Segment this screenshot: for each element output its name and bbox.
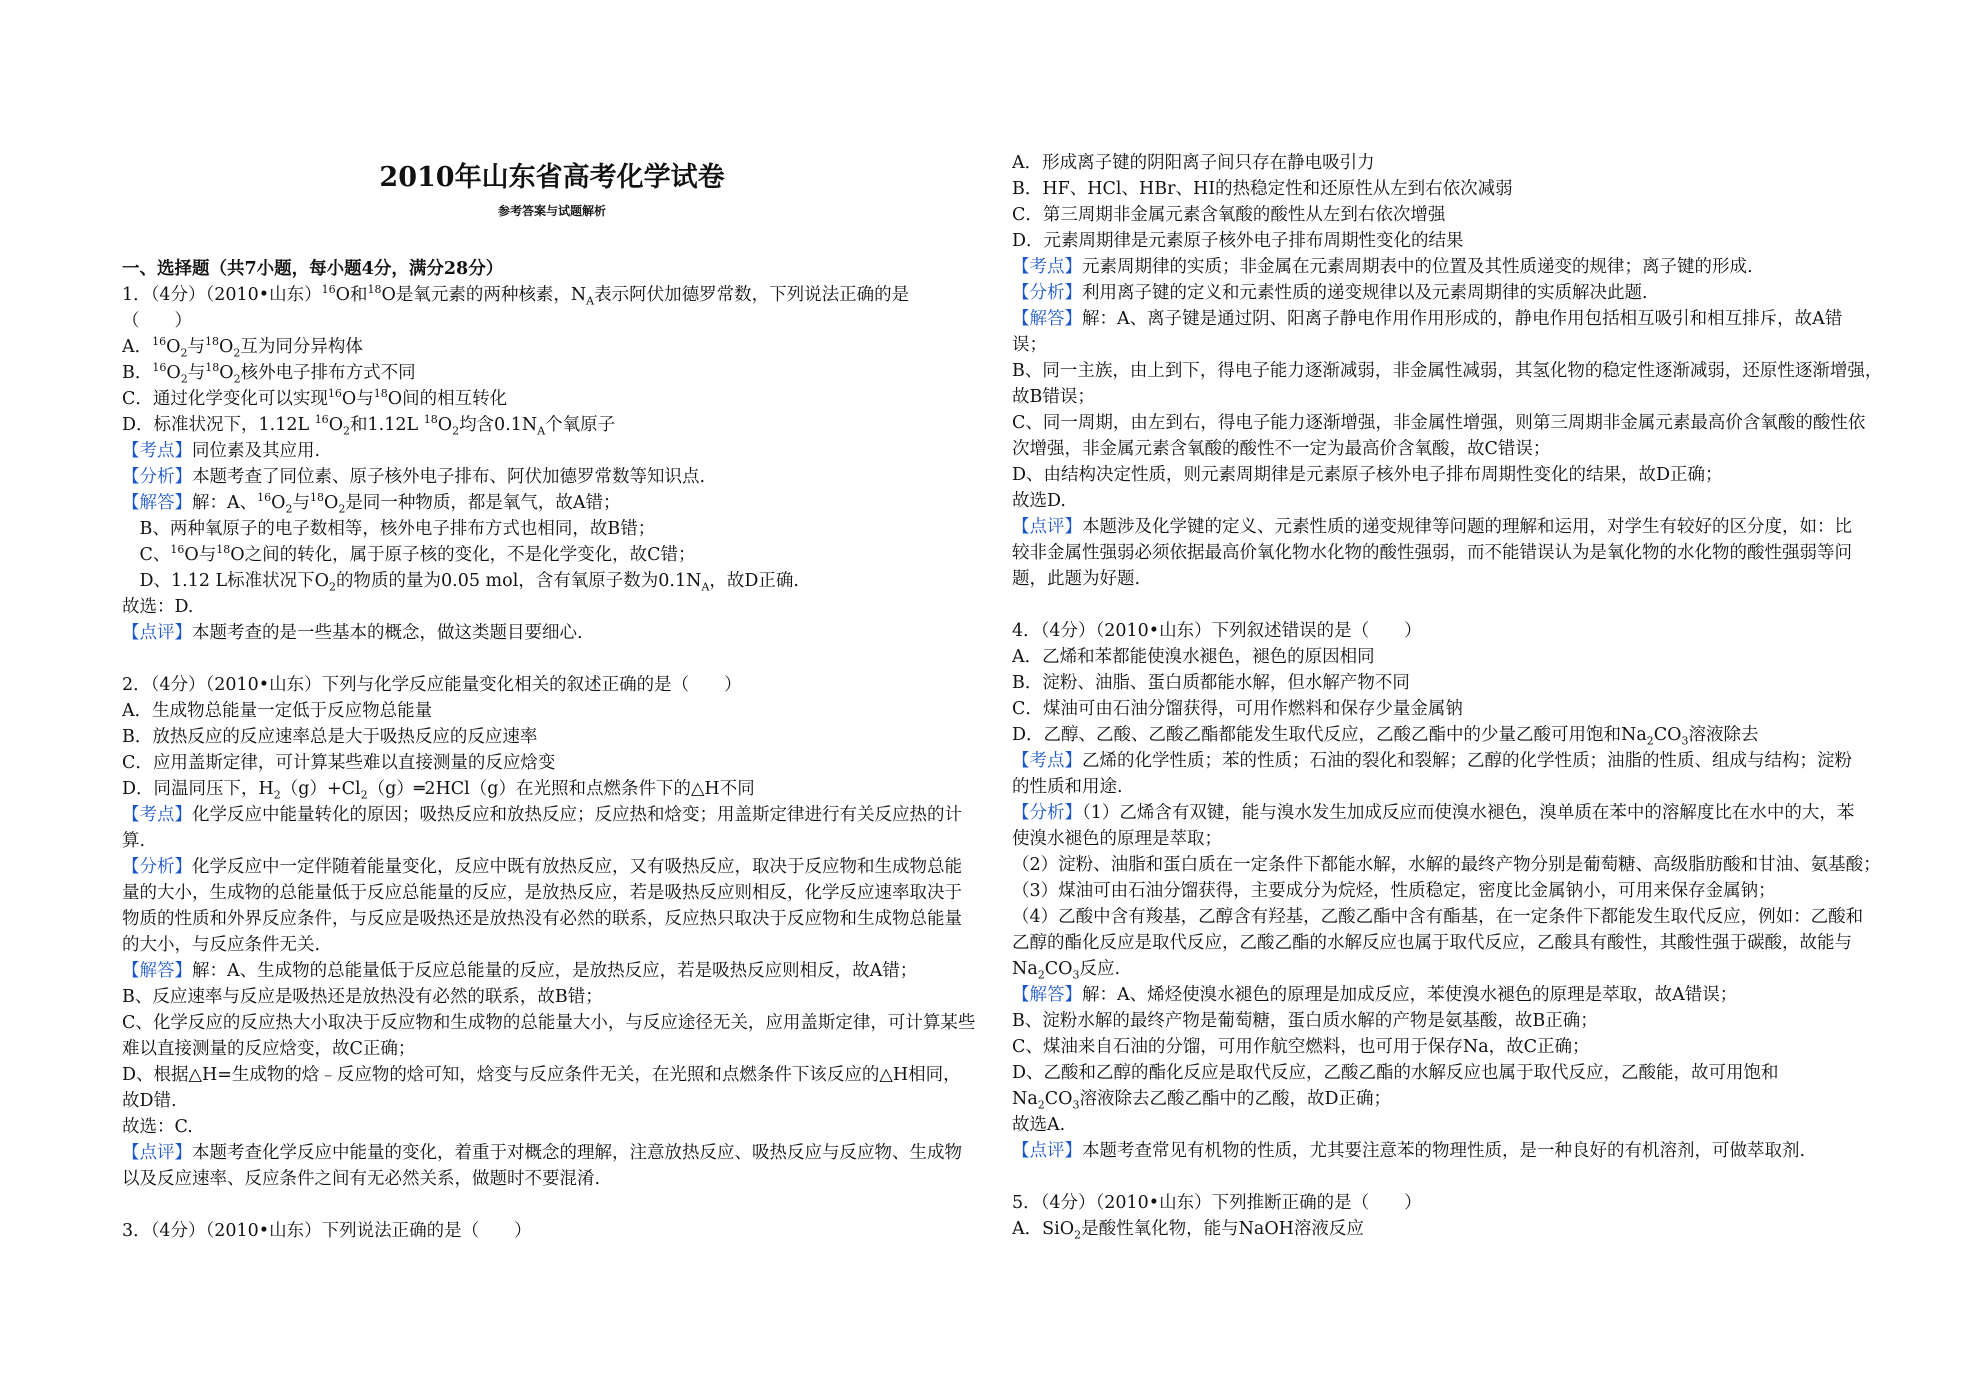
text-line [122,828,982,854]
text-line [1012,306,1882,332]
line-text: 故选：C. [122,1117,193,1137]
line-text: 以及反应速率、反应条件之间有无必然关系，做题时不要混淆. [122,1169,601,1189]
line-text: C、同一周期，由左到右，得电子能力逐渐增强，非金属性增强，则第三周期非金属元素最高价含氧酸的酸性依 [1012,413,1866,433]
line-text: 5．（4分）（2010•山东）下列推断正确的是（ ） [1012,1193,1422,1213]
text-line [122,1218,982,1244]
spacer [122,646,982,672]
line-text: 本题考查化学反应中能量的变化，着重于对概念的理解，注意放热反应、吸热反应与反应物、生成物 [192,1143,962,1163]
answer-tag: 【点评】 [1012,1141,1082,1161]
text-line [122,802,982,828]
line-text: 利用离子键的定义和元素性质的递变规律以及元素周期律的实质解决此题. [1082,283,1648,303]
text-line [122,1010,982,1036]
text-line [1012,800,1882,826]
text-line [122,958,982,984]
answer-tag: 【解答】 [1012,309,1082,329]
line-text: 1．（4分）（2010•山东）$^{16}$O和$^{18}$O是氧元素的两种核素，$N_A$表示阿伏加德罗常数，下列说法正确的是 [122,283,910,308]
text-line [122,776,982,802]
text-line [122,412,982,438]
text-line [1012,956,1882,982]
line-text: C．煤油可由石油分馏获得，可用作燃料和保存少量金属钠 [1012,699,1463,719]
line-text: B．淀粉、油脂、蛋白质都能水解，但水解产物不同 [1012,673,1410,693]
line-text: 物质的性质和外界反应条件，与反应是吸热还是放热没有必然的联系，反应热只取决于反应物和生成物总能量 [122,909,962,929]
text-line [1012,514,1882,540]
text-line [122,334,982,360]
text-line [122,360,982,386]
text-line [122,1088,982,1114]
text-line [122,282,982,308]
answer-tag: 【考点】 [122,441,192,461]
line-text: B．放热反应的反应速率总是大于吸热反应的反应速率 [122,727,538,747]
line-text: A．乙烯和苯都能使溴水褪色，褪色的原因相同 [1012,647,1375,667]
text-line [1012,1190,1882,1216]
text-line [122,490,982,516]
line-text: B、两种氧原子的电子数相等，核外电子排布方式也相同，故B错； [122,519,656,539]
line-text: 题，此题为好题. [1012,569,1141,589]
answer-tag: 【分析】 [122,467,192,487]
line-text: 故D错. [122,1091,177,1111]
line-text: 故选：D. [122,597,194,617]
text-line [1012,1060,1882,1086]
section-heading [122,256,982,282]
text-line [122,1114,982,1140]
answer-tag: 【解答】 [122,493,192,513]
text-line [1012,566,1882,592]
text-line [1012,332,1882,358]
line-text: B、同一主族，由上到下，得电子能力逐渐减弱，非金属性减弱，其氢化物的稳定性逐渐减弱，还原性逐渐增强， [1012,361,1882,381]
line-text: 一、选择题（共7小题，每小题4分，满分28分） [122,259,504,279]
line-text: 解：A、生成物的总能量低于反应总能量的反应，是放热反应，若是吸热反应则相反，故A错； [192,961,918,981]
line-text: B．HF、HCl、HBr、HI的热稳定性和还原性从左到右依次减弱 [1012,179,1513,199]
text-line [122,542,982,568]
text-line [122,1140,982,1166]
line-text: C、化学反应的反应热大小取决于反应物和生成物的总能量大小，与反应途径无关，应用盖斯定律，可计算某些 [122,1013,976,1033]
text-line [1012,930,1882,956]
line-text: D．元素周期律是元素原子核外电子排布周期性变化的结果 [1012,231,1464,251]
text-line [122,620,982,646]
text-line [1012,1086,1882,1112]
page-subtitle: 参考答案与试题解析 [497,204,606,218]
line-text: $Na_2CO_3$溶液除去乙酸乙酯中的乙酸，故D正确； [1012,1089,1392,1112]
line-text: 的性质和用途. [1012,777,1123,797]
text-line [122,672,982,698]
text-line [122,906,982,932]
text-line [1012,722,1882,748]
spacer [1012,1164,1882,1190]
line-text: （ ） [122,311,192,331]
text-line [122,464,982,490]
line-text: D、乙酸和乙醇的酯化反应是取代反应，乙酸乙酯的水解反应也属于取代反应，乙酸能，故可用饱和 [1012,1063,1779,1083]
line-text: 本题考查了同位素、原子核外电子排布、阿伏加德罗常数等知识点. [192,467,706,487]
text-line [1012,150,1882,176]
line-text: C、煤油来自石油的分馏，可用作航空燃料，也可用于保存Na，故C正确； [1012,1037,1590,1057]
line-text: 难以直接测量的反应焓变，故C正确； [122,1039,416,1059]
line-text: 的大小，与反应条件无关. [122,935,321,955]
text-line [1012,878,1882,904]
answer-tag: 【考点】 [122,805,192,825]
text-line [1012,202,1882,228]
line-text: D、由结构决定性质，则元素周期律是元素原子核外电子排布周期性变化的结果，故D正确； [1012,465,1723,485]
text-line [1012,774,1882,800]
spacer [1012,592,1882,618]
text-line [1012,1138,1882,1164]
line-text: 算. [122,831,146,851]
answer-tag: 【解答】 [122,961,192,981]
line-text: C．应用盖斯定律，可计算某些难以直接测量的反应焓变 [122,753,556,773]
line-text: （2）淀粉、油脂和蛋白质在一定条件下都能水解，水解的最终产物分别是葡萄糖、高级脂肪酸和甘油、氨基酸； [1012,855,1881,875]
text-line [1012,488,1882,514]
text-line [1012,826,1882,852]
line-text: 较非金属性强弱必须依据最高价氧化物水化物的酸性强弱，而不能错误认为是氧化物的水化物的酸性强弱等问 [1012,543,1852,563]
text-line [1012,254,1882,280]
line-text: 本题涉及化学键的定义、元素性质的递变规律等问题的理解和运用，对学生有较好的区分度，如：比 [1082,517,1852,537]
text-line [1012,1216,1882,1242]
line-text: $Na_2CO_3$反应. [1012,959,1121,982]
line-text: 使溴水褪色的原理是萃取； [1012,829,1222,849]
text-line [122,1036,982,1062]
text-line [1012,618,1882,644]
line-text: 化学反应中一定伴随着能量变化，反应中既有放热反应，又有吸热反应，取决于反应物和生成物总能 [192,857,962,877]
text-line [122,932,982,958]
line-text: 误； [1012,335,1047,355]
text-line [1012,384,1882,410]
text-line [1012,748,1882,774]
text-line [122,750,982,776]
answer-tag: 【点评】 [1012,517,1082,537]
text-line [122,1166,982,1192]
spacer [122,1192,982,1218]
line-text: 解：A、烯烃使溴水褪色的原理是加成反应，苯使溴水褪色的原理是萃取，故A错误； [1082,985,1738,1005]
line-text: D．乙醇、乙酸、乙酸乙酯都能发生取代反应，乙酸乙酯中的少量乙酸可用饱和$Na_2CO_3$溶液除去 [1012,725,1759,748]
line-text: B、反应速率与反应是吸热还是放热没有必然的联系，故B错； [122,987,603,1007]
line-text: 同位素及其应用. [192,441,321,461]
line-text: 本题考查的是一些基本的概念，做这类题目要细心. [192,623,583,643]
text-line [1012,904,1882,930]
line-text: A．生成物总能量一定低于反应物总能量 [122,701,433,721]
text-line [122,386,982,412]
answer-tag: 【考点】 [1012,751,1082,771]
text-line [122,438,982,464]
text-line [1012,1112,1882,1138]
line-text: B．$^{16}O_2$与$^{18}O_2$核外电子排布方式不同 [122,361,416,386]
answer-tag: 【点评】 [122,1143,192,1163]
text-line [1012,852,1882,878]
text-line [122,568,982,594]
text-line [122,308,982,334]
right-column [1012,150,1882,1242]
text-line [122,854,982,880]
page-title: 2010年山东省高考化学试卷 [379,162,725,193]
text-line [1012,540,1882,566]
line-text: C、$^{16}$O与$^{18}$O之间的转化，属于原子核的变化，不是化学变化，故C错； [122,543,696,565]
line-text: （3）煤油可由石油分馏获得，主要成分为烷烃，性质稳定，密度比金属钠小，可用来保存金属钠； [1012,881,1776,901]
text-line [1012,280,1882,306]
text-line [122,880,982,906]
title-block [122,160,982,219]
line-text: D．同温同压下，$H_2(g)+Cl_2(g)═2HCl(g)$在光照和点燃条件下的△H不同 [122,779,755,802]
line-text: C．通过化学变化可以实现$^{16}$O与$^{18}$O间的相互转化 [122,387,508,409]
text-line [1012,696,1882,722]
left-column [122,256,982,1244]
text-line [122,516,982,542]
line-text: A．形成离子键的阴阳离子间只存在静电吸引力 [1012,153,1375,173]
line-text: 2．（4分）（2010•山东）下列与化学反应能量变化相关的叙述正确的是（ ） [122,675,742,695]
answer-tag: 【分析】 [122,857,192,877]
text-line [1012,176,1882,202]
text-line [122,724,982,750]
answer-tag: 【解答】 [1012,985,1082,1005]
text-line [1012,644,1882,670]
line-text: 乙醇的酯化反应是取代反应，乙酸乙酯的水解反应也属于取代反应，乙酸具有酸性，其酸性强于碳酸，故能与 [1012,933,1852,953]
line-text: 解：A、$^{16}O_2$与$^{18}O_2$是同一种物质，都是氧气，故A错； [192,491,621,516]
answer-tag: 【分析】 [1012,803,1082,823]
text-line [1012,436,1882,462]
line-text: 次增强，非金属元素含氧酸的酸性不一定为最高价含氧酸，故C错误； [1012,439,1551,459]
text-line [1012,982,1882,1008]
answer-tag: 【分析】 [1012,283,1082,303]
line-text: 故选D. [1012,491,1066,511]
text-line [1012,410,1882,436]
line-text: 元素周期律的实质；非金属在元素周期表中的位置及其性质递变的规律；离子键的形成. [1082,257,1753,277]
line-text: （4）乙酸中含有羧基，乙醇含有羟基，乙酸乙酯中含有酯基，在一定条件下都能发生取代反应，例如：乙酸和 [1012,907,1864,927]
line-text: 量的大小，生成物的总能量低于反应总能量的反应，是放热反应，若是吸热反应则相反，化学反应速率取决于 [122,883,962,903]
line-text: 3．（4分）（2010•山东）下列说法正确的是（ ） [122,1221,532,1241]
line-text: 解：A、离子键是通过阴、阳离子静电作用作用形成的，静电作用包括相互吸引和相互排斥，故A错 [1082,309,1843,329]
line-text: 化学反应中能量转化的原因；吸热反应和放热反应；反应热和焓变；用盖斯定律进行有关反应热的计 [192,805,962,825]
line-text: 故B错误； [1012,387,1095,407]
line-text: A．$^{16}O_2$与$^{18}O_2$互为同分异构体 [122,335,363,360]
text-line [122,1062,982,1088]
text-line [1012,1008,1882,1034]
text-line [1012,358,1882,384]
answer-tag: 【点评】 [122,623,192,643]
text-line [122,698,982,724]
line-text: B、淀粉水解的最终产物是葡萄糖，蛋白质水解的产物是氨基酸，故B正确； [1012,1011,1598,1031]
line-text: C．第三周期非金属元素含氧酸的酸性从左到右依次增强 [1012,205,1446,225]
text-line [1012,670,1882,696]
text-line [122,594,982,620]
line-text: D．标准状况下，1.12L $^{16}O_2$和1.12L $^{18}O_2$均含$0.1N_A$个氧原子 [122,413,616,438]
text-line [1012,228,1882,254]
text-line [122,984,982,1010]
line-text: （1）乙烯含有双键，能与溴水发生加成反应而使溴水褪色，溴单质在苯中的溶解度比在水中的大，苯 [1082,803,1855,823]
text-line [1012,462,1882,488]
text-line [1012,1034,1882,1060]
line-text: 4．（4分）（2010•山东）下列叙述错误的是（ ） [1012,621,1422,641]
line-text: A．SiO$_2$是酸性氧化物，能与NaOH溶液反应 [1012,1219,1364,1242]
line-text: 本题考查常见有机物的性质，尤其要注意苯的物理性质，是一种良好的有机溶剂，可做萃取剂. [1082,1141,1806,1161]
line-text: 乙烯的化学性质；苯的性质；石油的裂化和裂解；乙醇的化学性质；油脂的性质、组成与结构；淀粉 [1082,751,1852,771]
line-text: D、1.12 L标准状况下$O_2$的物质的量为0.05 mol，含有氧原子数为$0.1N_A$，故D正确. [122,571,799,594]
answer-tag: 【考点】 [1012,257,1082,277]
line-text: D、根据△H=生成物的焓﹣反应物的焓可知，焓变与反应条件无关，在光照和点燃条件下该反应的△H相同， [122,1065,961,1085]
line-text: 故选A. [1012,1115,1066,1135]
